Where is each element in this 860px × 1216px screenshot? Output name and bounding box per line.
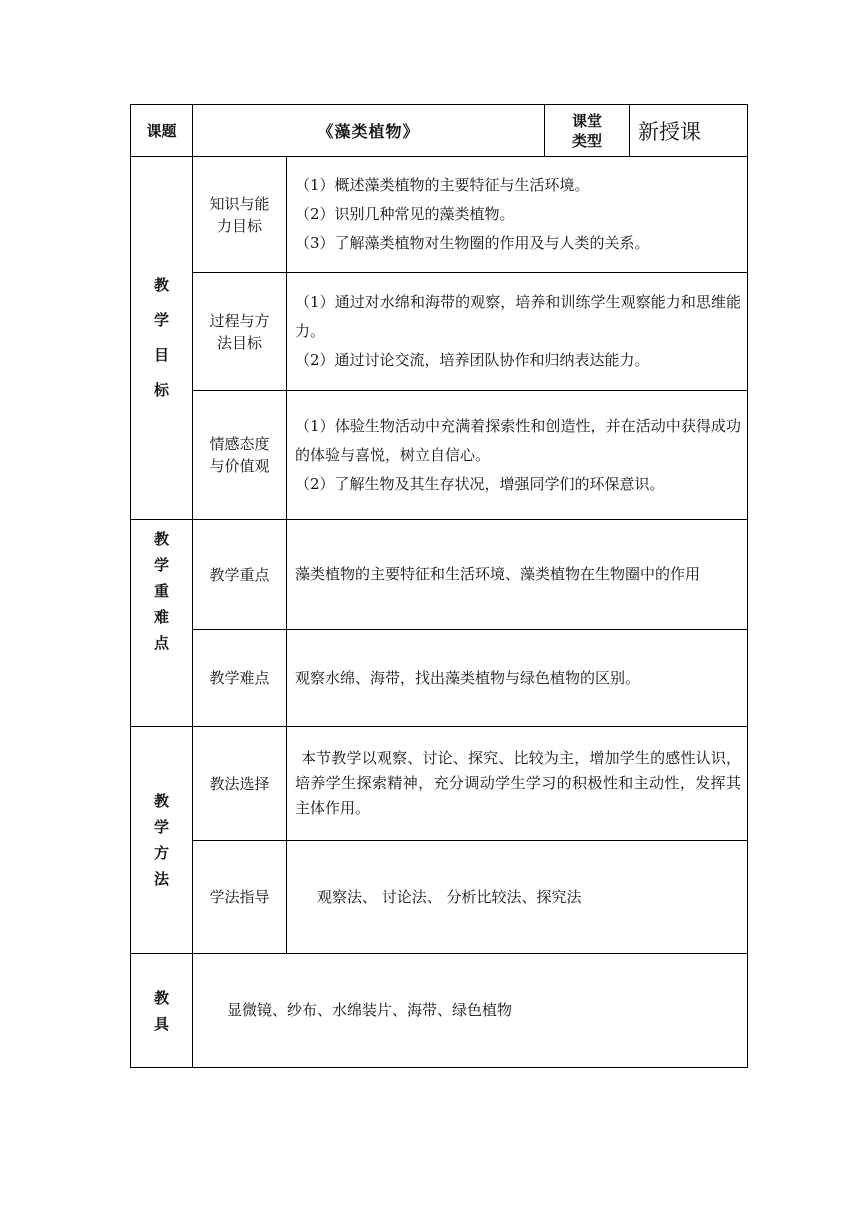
lesson-title: 《藻类植物》 (193, 105, 545, 157)
key-point-row (131, 630, 748, 727)
objectives-label: 教学目标 (131, 157, 193, 520)
objective-knowledge-label: 知识与能力目标 (193, 157, 287, 273)
topic-label: 课题 (131, 105, 193, 157)
objective-knowledge-content: （1）概述藻类植物的主要特征与生活环境。 （2）识别几种常见的藻类植物。 （3）了解藻类植物对生物圈的作用及与人类的关系。 (287, 157, 748, 273)
methods-label: 教学方法 (131, 727, 193, 954)
teaching-method-content: 本节教学以观察、讨论、探究、比较为主，增加学生的感性认识，培养学生探索精神，充分调动学生学习的积极性和主动性，发挥其主体作用。 (287, 727, 748, 841)
focus-content: 藻类植物的主要特征和生活环境、藻类植物在生物圈中的作用 (287, 520, 748, 630)
objective-process-label: 过程与方法目标 (193, 273, 287, 391)
key-points-label: 教学重难点 (131, 520, 193, 727)
difficulty-label: 教学难点 (193, 630, 287, 727)
objective-row (131, 273, 748, 391)
objective-process-content: （1）通过对水绵和海带的观察，培养和训练学生观察能力和思维能力。 （2）通过讨论交流，培养团队协作和归纳表达能力。 (287, 273, 748, 391)
method-row (131, 727, 748, 841)
focus-label: 教学重点 (193, 520, 287, 630)
header-row (131, 105, 748, 157)
tools-row (131, 954, 748, 1068)
method-row (131, 841, 748, 954)
objective-row (131, 157, 748, 273)
key-point-row (131, 520, 748, 630)
tools-label: 教具 (131, 954, 193, 1068)
learning-method-content: 观察法、 讨论法、 分析比较法、探究法 (287, 841, 748, 954)
objective-emotion-content: （1）体验生物活动中充满着探索性和创造性，并在活动中获得成功的体验与喜悦，树立自信心。 （2）了解生物及其生存状况，增强同学们的环保意识。 (287, 391, 748, 520)
class-type-value: 新授课 (630, 105, 748, 157)
teaching-method-label: 教法选择 (193, 727, 287, 841)
lesson-plan-table (130, 104, 748, 1068)
difficulty-content: 观察水绵、海带，找出藻类植物与绿色植物的区别。 (287, 630, 748, 727)
objective-emotion-label: 情感态度与价值观 (193, 391, 287, 520)
class-type-label: 课堂类型 (545, 105, 630, 157)
learning-method-label: 学法指导 (193, 841, 287, 954)
tools-content: 显微镜、纱布、水绵装片、海带、绿色植物 (193, 954, 748, 1068)
objective-row (131, 391, 748, 520)
